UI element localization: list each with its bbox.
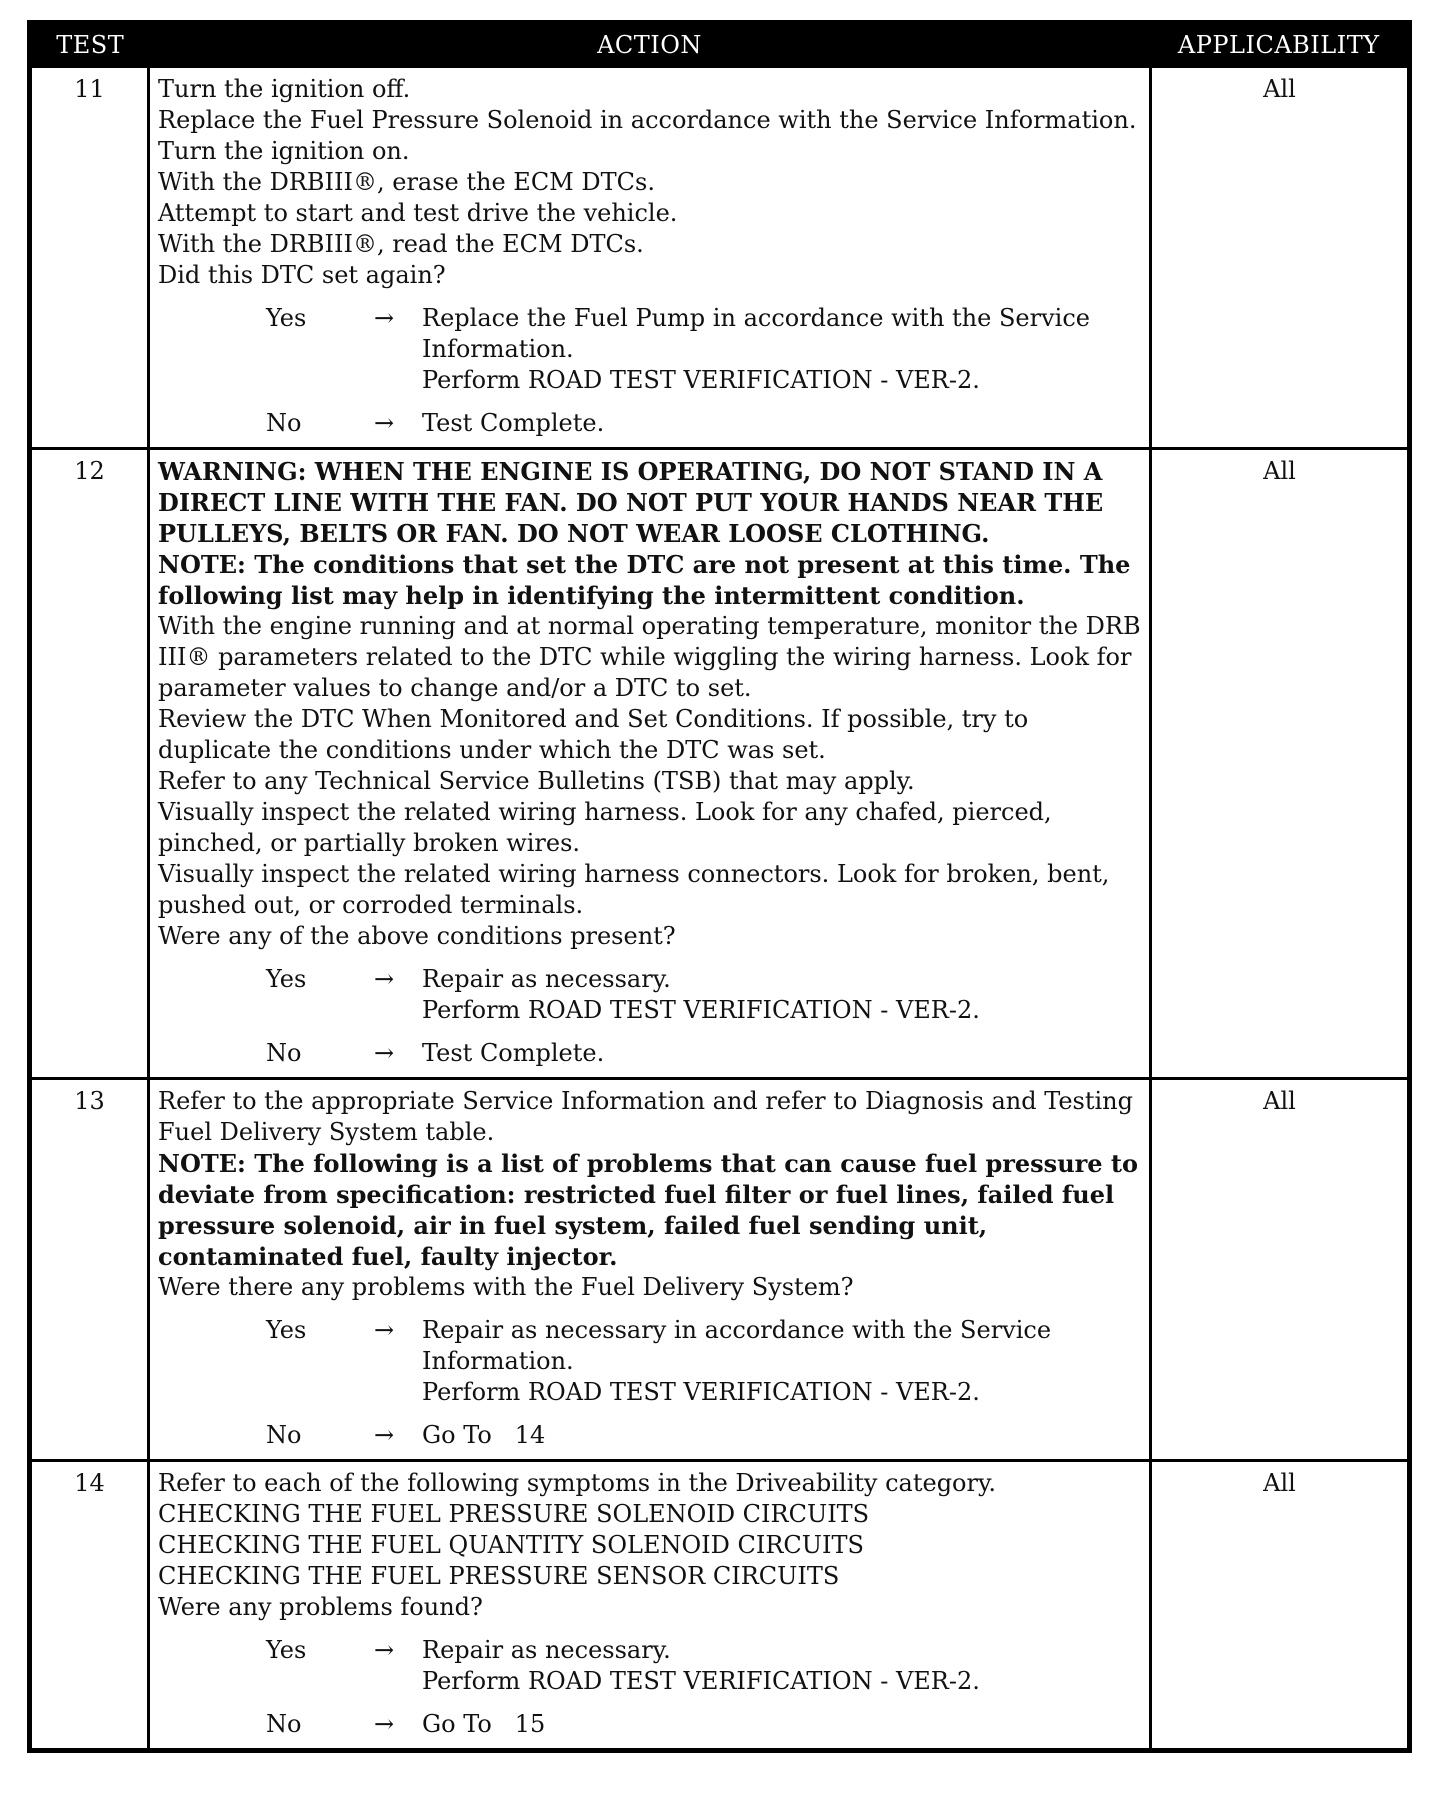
answer-block [158, 1635, 1141, 1740]
applicability-value: All [1151, 67, 1410, 449]
diagnostic-test-table [27, 20, 1412, 1753]
action-warning-text: WARNING: WHEN THE ENGINE IS OPERATING, DO NOT STAND IN A DIRECT LINE WITH THE FAN. DO NOT PUT YOUR HANDS NEAR THE PULLEYS, BELTS OR FAN. DO NOT WEAR LOOSE CLOTHING. [158, 457, 1104, 548]
answer-label: No [266, 1039, 302, 1067]
answer-label: No [266, 1710, 302, 1738]
test-number: 13 [30, 1079, 149, 1461]
answer-line: Go To 14 [422, 1421, 546, 1449]
action-step-text: Turn the ignition off. [158, 75, 411, 103]
answer-yes [158, 964, 1141, 1026]
answer-line: Repair as necessary. [422, 1636, 671, 1664]
right-arrow-icon: → [374, 1039, 395, 1067]
test-number: 11 [30, 67, 149, 449]
action-step-text: With the engine running and at normal operating temperature, monitor the DRB III® parameters related to the DTC while wiggling the wiring harness. Look for parameter values to change and/or a DTC to set. [158, 612, 1141, 702]
table-header-row [30, 23, 1410, 67]
action-step-text: With the DRBIII®, read the ECM DTCs. [158, 230, 644, 258]
header-applicability: APPLICABILITY [1151, 23, 1410, 67]
header-test: TEST [30, 23, 149, 67]
answer-line: Perform ROAD TEST VERIFICATION - VER-2. [422, 1667, 980, 1695]
test-number: 14 [30, 1461, 149, 1751]
right-arrow-icon: → [374, 304, 395, 332]
right-arrow-icon: → [374, 1636, 395, 1664]
right-arrow-icon: → [374, 409, 395, 437]
action-step-text: Did this DTC set again? [158, 261, 446, 289]
table-body [30, 67, 1410, 1751]
answer-yes [158, 1315, 1141, 1408]
answer-no [158, 1420, 1141, 1451]
answer-block [158, 1315, 1141, 1451]
right-arrow-icon: → [374, 1316, 395, 1344]
action-cell [149, 1461, 1151, 1751]
action-step-text: CHECKING THE FUEL PRESSURE SENSOR CIRCUITS [158, 1562, 840, 1590]
applicability-value: All [1151, 1079, 1410, 1461]
action-step-text: Were any of the above conditions present? [158, 922, 676, 950]
test-row [30, 1079, 1410, 1461]
action-step-text: Refer to each of the following symptoms in the Driveability category. [158, 1469, 996, 1497]
action-step-text: Visually inspect the related wiring harness. Look for any chafed, pierced, pinched, or partially broken wires. [158, 798, 1052, 857]
action-cell [149, 449, 1151, 1079]
answer-text [422, 1420, 1141, 1451]
answer-yes [158, 1635, 1141, 1697]
action-step-text: Turn the ignition on. [158, 137, 410, 165]
answer-text [422, 1038, 1141, 1069]
answer-label: No [266, 1421, 302, 1449]
action-step-text: Were any problems found? [158, 1593, 483, 1621]
answer-label: Yes [266, 1636, 307, 1664]
answer-no [158, 1038, 1141, 1069]
action-warning-text: NOTE: The following is a list of problems that can cause fuel pressure to deviate from specification: restricted fuel filter or fuel lines, failed fuel pressure solenoid, air in fuel system, failed fuel sending unit, contaminated fuel, faulty injector. [158, 1149, 1139, 1271]
right-arrow-icon: → [374, 965, 395, 993]
action-step-text: Refer to any Technical Service Bulletins (TSB) that may apply. [158, 767, 915, 795]
action-step-text: Review the DTC When Monitored and Set Conditions. If possible, try to duplicate the conditions under which the DTC was set. [158, 705, 1029, 764]
answer-block [158, 303, 1141, 439]
test-row [30, 67, 1410, 449]
action-step-text: Were there any problems with the Fuel Delivery System? [158, 1273, 854, 1301]
answer-label: Yes [266, 965, 307, 993]
answer-label: No [266, 409, 302, 437]
answer-no [158, 1709, 1141, 1740]
header-action: ACTION [149, 23, 1151, 67]
answer-block [158, 964, 1141, 1069]
answer-label: Yes [266, 304, 307, 332]
answer-line: Repair as necessary. [422, 965, 671, 993]
answer-label: Yes [266, 1316, 307, 1344]
answer-text [422, 1709, 1141, 1740]
action-step-text: Replace the Fuel Pressure Solenoid in accordance with the Service Information. [158, 106, 1137, 134]
right-arrow-icon: → [374, 1421, 395, 1449]
answer-line: Perform ROAD TEST VERIFICATION - VER-2. [422, 366, 980, 394]
action-cell [149, 1079, 1151, 1461]
answer-line: Test Complete. [422, 1039, 605, 1067]
answer-text [422, 964, 1141, 1026]
action-step-text: With the DRBIII®, erase the ECM DTCs. [158, 168, 655, 196]
action-warning-text: NOTE: The conditions that set the DTC are not present at this time. The following list may help in identifying the intermittent condition. [158, 550, 1131, 610]
answer-text [422, 1635, 1141, 1697]
answer-line: Replace the Fuel Pump in accordance with the Service Information. [422, 304, 1098, 363]
action-step-text: Refer to the appropriate Service Information and refer to Diagnosis and Testing Fuel Delivery System table. [158, 1087, 1133, 1146]
answer-yes [158, 303, 1141, 396]
action-cell [149, 67, 1151, 449]
action-step-text: CHECKING THE FUEL PRESSURE SOLENOID CIRCUITS [158, 1500, 870, 1528]
test-number: 12 [30, 449, 149, 1079]
answer-line: Perform ROAD TEST VERIFICATION - VER-2. [422, 996, 980, 1024]
action-step-text: Visually inspect the related wiring harness connectors. Look for broken, bent, pushed out, or corroded terminals. [158, 860, 1110, 919]
answer-text [422, 303, 1141, 396]
applicability-value: All [1151, 1461, 1410, 1751]
answer-text [422, 408, 1141, 439]
action-step-text: Attempt to start and test drive the vehicle. [158, 199, 678, 227]
test-row [30, 1461, 1410, 1751]
action-step-text: CHECKING THE FUEL QUANTITY SOLENOID CIRCUITS [158, 1531, 864, 1559]
answer-line: Go To 15 [422, 1710, 546, 1738]
test-row [30, 449, 1410, 1079]
answer-line: Repair as necessary in accordance with the Service Information. [422, 1316, 1059, 1375]
answer-text [422, 1315, 1141, 1408]
answer-no [158, 408, 1141, 439]
answer-line: Perform ROAD TEST VERIFICATION - VER-2. [422, 1378, 980, 1406]
applicability-value: All [1151, 449, 1410, 1079]
right-arrow-icon: → [374, 1710, 395, 1738]
answer-line: Test Complete. [422, 409, 605, 437]
